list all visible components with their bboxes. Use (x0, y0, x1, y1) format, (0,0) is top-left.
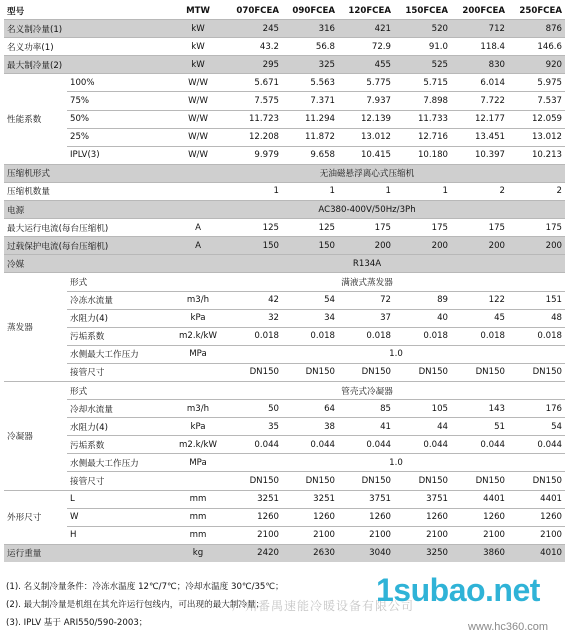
row-value: 920 (508, 56, 565, 74)
row-value: 0.044 (227, 436, 282, 454)
row-value: 10.180 (394, 146, 451, 164)
table-row (4, 146, 565, 164)
row-value-span: AC380-400V/50Hz/3Ph (169, 201, 565, 219)
row-unit: kPa (169, 309, 227, 327)
row-unit (169, 472, 227, 490)
table-row (4, 110, 565, 128)
table-row (4, 219, 565, 237)
row-value: DN150 (282, 363, 338, 381)
row-value: 0.018 (508, 327, 565, 345)
row-unit (169, 182, 227, 200)
row-label: 名义制冷量(1) (4, 20, 169, 38)
row-value: 105 (394, 400, 451, 418)
row-value: 1 (282, 182, 338, 200)
table-row (4, 327, 565, 345)
row-value: 4010 (508, 544, 565, 562)
table-row (4, 381, 565, 399)
row-value: 151 (508, 291, 565, 309)
table-row (4, 400, 565, 418)
row-value: 175 (394, 219, 451, 237)
row-value: 712 (451, 20, 508, 38)
row-value-span: 1.0 (227, 345, 565, 363)
row-unit: mm (169, 490, 227, 508)
table-row (4, 38, 565, 56)
header-model-6: 250FCEA (508, 2, 565, 20)
watermark-logo: 1subao.net (376, 572, 540, 608)
row-value: 45 (451, 309, 508, 327)
row-value: DN150 (338, 472, 394, 490)
row-value-span: 1.0 (227, 454, 565, 472)
row-value: 0.018 (282, 327, 338, 345)
row-label: 污垢系数 (67, 327, 169, 345)
row-label: 形式 (67, 273, 169, 291)
group-label: 蒸发器 (4, 273, 67, 382)
group-label: 外形尺寸 (4, 490, 67, 544)
row-value: 3860 (451, 544, 508, 562)
row-label: 25% (67, 128, 169, 146)
row-value: 175 (508, 219, 565, 237)
row-value-span: R134A (169, 255, 565, 273)
table-row (4, 182, 565, 200)
row-value: 1 (394, 182, 451, 200)
row-value: 13.451 (451, 128, 508, 146)
table-row (4, 508, 565, 526)
row-unit: kPa (169, 418, 227, 436)
row-value: 10.415 (338, 146, 394, 164)
row-label: 水阻力(4) (67, 309, 169, 327)
row-label: 名义功率(1) (4, 38, 169, 56)
row-unit: mm (169, 508, 227, 526)
table-row (4, 309, 565, 327)
row-value: 54 (508, 418, 565, 436)
header-model-5: 200FCEA (451, 2, 508, 20)
row-unit: W/W (169, 110, 227, 128)
row-value: 2 (508, 182, 565, 200)
row-value: 0.044 (451, 436, 508, 454)
row-value: DN150 (227, 363, 282, 381)
row-value: 1260 (451, 508, 508, 526)
row-value: 11.294 (282, 110, 338, 128)
row-label: 接管尺寸 (67, 472, 169, 490)
row-value: 11.733 (394, 110, 451, 128)
row-value: 43.2 (227, 38, 282, 56)
row-unit: kg (169, 544, 227, 562)
table-row (4, 164, 565, 182)
row-value: 35 (227, 418, 282, 436)
row-value: 12.716 (394, 128, 451, 146)
row-label: 压缩机数量 (4, 182, 169, 200)
table-row (4, 418, 565, 436)
row-unit: m2.k/kW (169, 436, 227, 454)
row-unit: kW (169, 56, 227, 74)
row-value: 5.563 (282, 74, 338, 92)
row-value: 2100 (394, 526, 451, 544)
row-value: 0.044 (338, 436, 394, 454)
row-value: DN150 (338, 363, 394, 381)
row-value: 12.139 (338, 110, 394, 128)
row-value: DN150 (451, 472, 508, 490)
table-row (4, 490, 565, 508)
row-value: 7.937 (338, 92, 394, 110)
row-label: 过载保护电流(每台压缩机) (4, 237, 169, 255)
row-label: 75% (67, 92, 169, 110)
row-label: 运行重量 (4, 544, 169, 562)
row-value: 245 (227, 20, 282, 38)
table-row (4, 56, 565, 74)
row-unit: W/W (169, 128, 227, 146)
row-value: DN150 (282, 472, 338, 490)
row-label: 形式 (67, 381, 169, 399)
table-row (4, 92, 565, 110)
row-label: 压缩机形式 (4, 164, 169, 182)
header-model-4: 150FCEA (394, 2, 451, 20)
row-value: 41 (338, 418, 394, 436)
header-unit: MTW (169, 2, 227, 20)
row-value: 150 (282, 237, 338, 255)
row-unit: MPa (169, 454, 227, 472)
row-value: 2100 (282, 526, 338, 544)
row-label: IPLV(3) (67, 146, 169, 164)
row-value: 2420 (227, 544, 282, 562)
row-label: 水侧最大工作压力 (67, 345, 169, 363)
row-value: 200 (508, 237, 565, 255)
spec-table (4, 2, 565, 562)
row-value: 5.775 (338, 74, 394, 92)
row-label: W (67, 508, 169, 526)
table-row (4, 273, 565, 291)
row-unit: W/W (169, 146, 227, 164)
row-value: 876 (508, 20, 565, 38)
row-unit: MPa (169, 345, 227, 363)
row-value: 13.012 (508, 128, 565, 146)
row-value: 7.722 (451, 92, 508, 110)
header-model-2: 090FCEA (282, 2, 338, 20)
row-value: 122 (451, 291, 508, 309)
row-unit: m3/h (169, 400, 227, 418)
row-label: 冷媒 (4, 255, 169, 273)
row-value: 830 (451, 56, 508, 74)
row-unit: m3/h (169, 291, 227, 309)
row-value: 1260 (338, 508, 394, 526)
row-value: 50 (227, 400, 282, 418)
row-value: 520 (394, 20, 451, 38)
table-row (4, 255, 565, 273)
row-value: 7.537 (508, 92, 565, 110)
row-value: 175 (338, 219, 394, 237)
watermark-site: www.hc360.com (468, 621, 549, 633)
table-header (4, 2, 565, 20)
group-label: 冷凝器 (4, 381, 67, 490)
row-value: 42 (227, 291, 282, 309)
row-value: DN150 (508, 363, 565, 381)
row-value: 10.213 (508, 146, 565, 164)
row-label: 100% (67, 74, 169, 92)
row-value: 2100 (338, 526, 394, 544)
footnote-3: (3). IPLV 基于 ARI550/590-2003； (6, 618, 148, 628)
row-value: 3751 (394, 490, 451, 508)
row-value: 34 (282, 309, 338, 327)
row-value: 51 (451, 418, 508, 436)
row-label: H (67, 526, 169, 544)
row-value: 525 (394, 56, 451, 74)
row-value: 37 (338, 309, 394, 327)
row-unit: kW (169, 20, 227, 38)
row-label: 冷冻水流量 (67, 291, 169, 309)
row-value: 125 (282, 219, 338, 237)
row-value: 44 (394, 418, 451, 436)
row-label: 冷却水流量 (67, 400, 169, 418)
row-value: 54 (282, 291, 338, 309)
row-value: 0.018 (338, 327, 394, 345)
row-label: 最大制冷量(2) (4, 56, 169, 74)
table-row (4, 74, 565, 92)
row-value: 4401 (451, 490, 508, 508)
row-value: 316 (282, 20, 338, 38)
row-value: 64 (282, 400, 338, 418)
row-value: 0.018 (451, 327, 508, 345)
row-value: 5.671 (227, 74, 282, 92)
row-value: 2100 (508, 526, 565, 544)
row-value: 0.044 (508, 436, 565, 454)
row-label: 污垢系数 (67, 436, 169, 454)
row-value: 200 (338, 237, 394, 255)
row-label: 水侧最大工作压力 (67, 454, 169, 472)
row-value: 3251 (227, 490, 282, 508)
row-value: 200 (451, 237, 508, 255)
row-unit: m2.k/kW (169, 327, 227, 345)
row-value: 2 (451, 182, 508, 200)
row-value: 125 (227, 219, 282, 237)
row-value: 4401 (508, 490, 565, 508)
row-label: 接管尺寸 (67, 363, 169, 381)
row-value: 12.177 (451, 110, 508, 128)
table-row (4, 345, 565, 363)
row-value: 11.723 (227, 110, 282, 128)
row-value: 1260 (508, 508, 565, 526)
row-value: 48 (508, 309, 565, 327)
row-value: 0.044 (394, 436, 451, 454)
footnote-2: (2). 最大制冷量是机组在其允许运行包线内，可出现的最大制冷量； (6, 600, 265, 610)
table-row (4, 237, 565, 255)
row-value: 5.975 (508, 74, 565, 92)
row-value: DN150 (394, 363, 451, 381)
row-value: 0.018 (227, 327, 282, 345)
footnote-1: (1). 名义制冷量条件：冷冻水温度 12℃/7℃；冷却水温度 30℃/35℃； (6, 582, 284, 592)
row-label: 水阻力(4) (67, 418, 169, 436)
row-value: 10.397 (451, 146, 508, 164)
row-value: 295 (227, 56, 282, 74)
watermark-company: 广州番禺速能冷暖设备有限公司 (232, 599, 415, 613)
row-value: 7.371 (282, 92, 338, 110)
header-model-1: 070FCEA (227, 2, 282, 20)
row-label: 50% (67, 110, 169, 128)
row-value: 0.018 (394, 327, 451, 345)
row-label: 最大运行电流(每台压缩机) (4, 219, 169, 237)
table-row (4, 201, 565, 219)
table-row (4, 363, 565, 381)
row-unit: mm (169, 526, 227, 544)
table-row (4, 544, 565, 562)
row-value: 13.012 (338, 128, 394, 146)
row-value: 1260 (282, 508, 338, 526)
row-value: 143 (451, 400, 508, 418)
table-row (4, 128, 565, 146)
row-value-span: 满液式蒸发器 (169, 273, 565, 291)
table-row (4, 20, 565, 38)
row-value: 2630 (282, 544, 338, 562)
row-value: 455 (338, 56, 394, 74)
row-value: 12.208 (227, 128, 282, 146)
row-unit: kW (169, 38, 227, 56)
table-row (4, 472, 565, 490)
row-value: DN150 (508, 472, 565, 490)
row-value: 2100 (451, 526, 508, 544)
row-unit (169, 363, 227, 381)
row-value: 3751 (338, 490, 394, 508)
table-row (4, 526, 565, 544)
row-value: 3040 (338, 544, 394, 562)
row-value: 421 (338, 20, 394, 38)
header-model-3: 120FCEA (338, 2, 394, 20)
header-model: 型号 (4, 2, 169, 20)
row-value: DN150 (451, 363, 508, 381)
row-value: 118.4 (451, 38, 508, 56)
row-value: 146.6 (508, 38, 565, 56)
table-row (4, 291, 565, 309)
row-value: 72.9 (338, 38, 394, 56)
row-value: 72 (338, 291, 394, 309)
row-value: 200 (394, 237, 451, 255)
row-value: 176 (508, 400, 565, 418)
row-unit: W/W (169, 92, 227, 110)
row-unit: A (169, 219, 227, 237)
table-row (4, 436, 565, 454)
row-value: 5.715 (394, 74, 451, 92)
row-value: 85 (338, 400, 394, 418)
row-value: 9.658 (282, 146, 338, 164)
row-value: 89 (394, 291, 451, 309)
row-value: 1 (227, 182, 282, 200)
row-value: 1260 (227, 508, 282, 526)
row-value: 6.014 (451, 74, 508, 92)
row-unit: A (169, 237, 227, 255)
row-value-span: 无油磁悬浮离心式压缩机 (169, 164, 565, 182)
row-value: 3250 (394, 544, 451, 562)
row-value: DN150 (394, 472, 451, 490)
row-value: 0.044 (282, 436, 338, 454)
row-value: 1 (338, 182, 394, 200)
row-value: 91.0 (394, 38, 451, 56)
group-label: 性能系数 (4, 74, 67, 164)
row-value: 150 (227, 237, 282, 255)
row-value: 7.898 (394, 92, 451, 110)
row-value: 3251 (282, 490, 338, 508)
row-value: 11.872 (282, 128, 338, 146)
row-value: 38 (282, 418, 338, 436)
row-value: 7.575 (227, 92, 282, 110)
row-value: 9.979 (227, 146, 282, 164)
row-label: L (67, 490, 169, 508)
row-unit: W/W (169, 74, 227, 92)
row-value: 12.059 (508, 110, 565, 128)
table-row (4, 454, 565, 472)
row-value: 2100 (227, 526, 282, 544)
row-value: 325 (282, 56, 338, 74)
row-value: 175 (451, 219, 508, 237)
row-value: 32 (227, 309, 282, 327)
row-label: 电源 (4, 201, 169, 219)
row-value: DN150 (227, 472, 282, 490)
row-value: 40 (394, 309, 451, 327)
row-value-span: 管壳式冷凝器 (169, 381, 565, 399)
row-value: 56.8 (282, 38, 338, 56)
row-value: 1260 (394, 508, 451, 526)
